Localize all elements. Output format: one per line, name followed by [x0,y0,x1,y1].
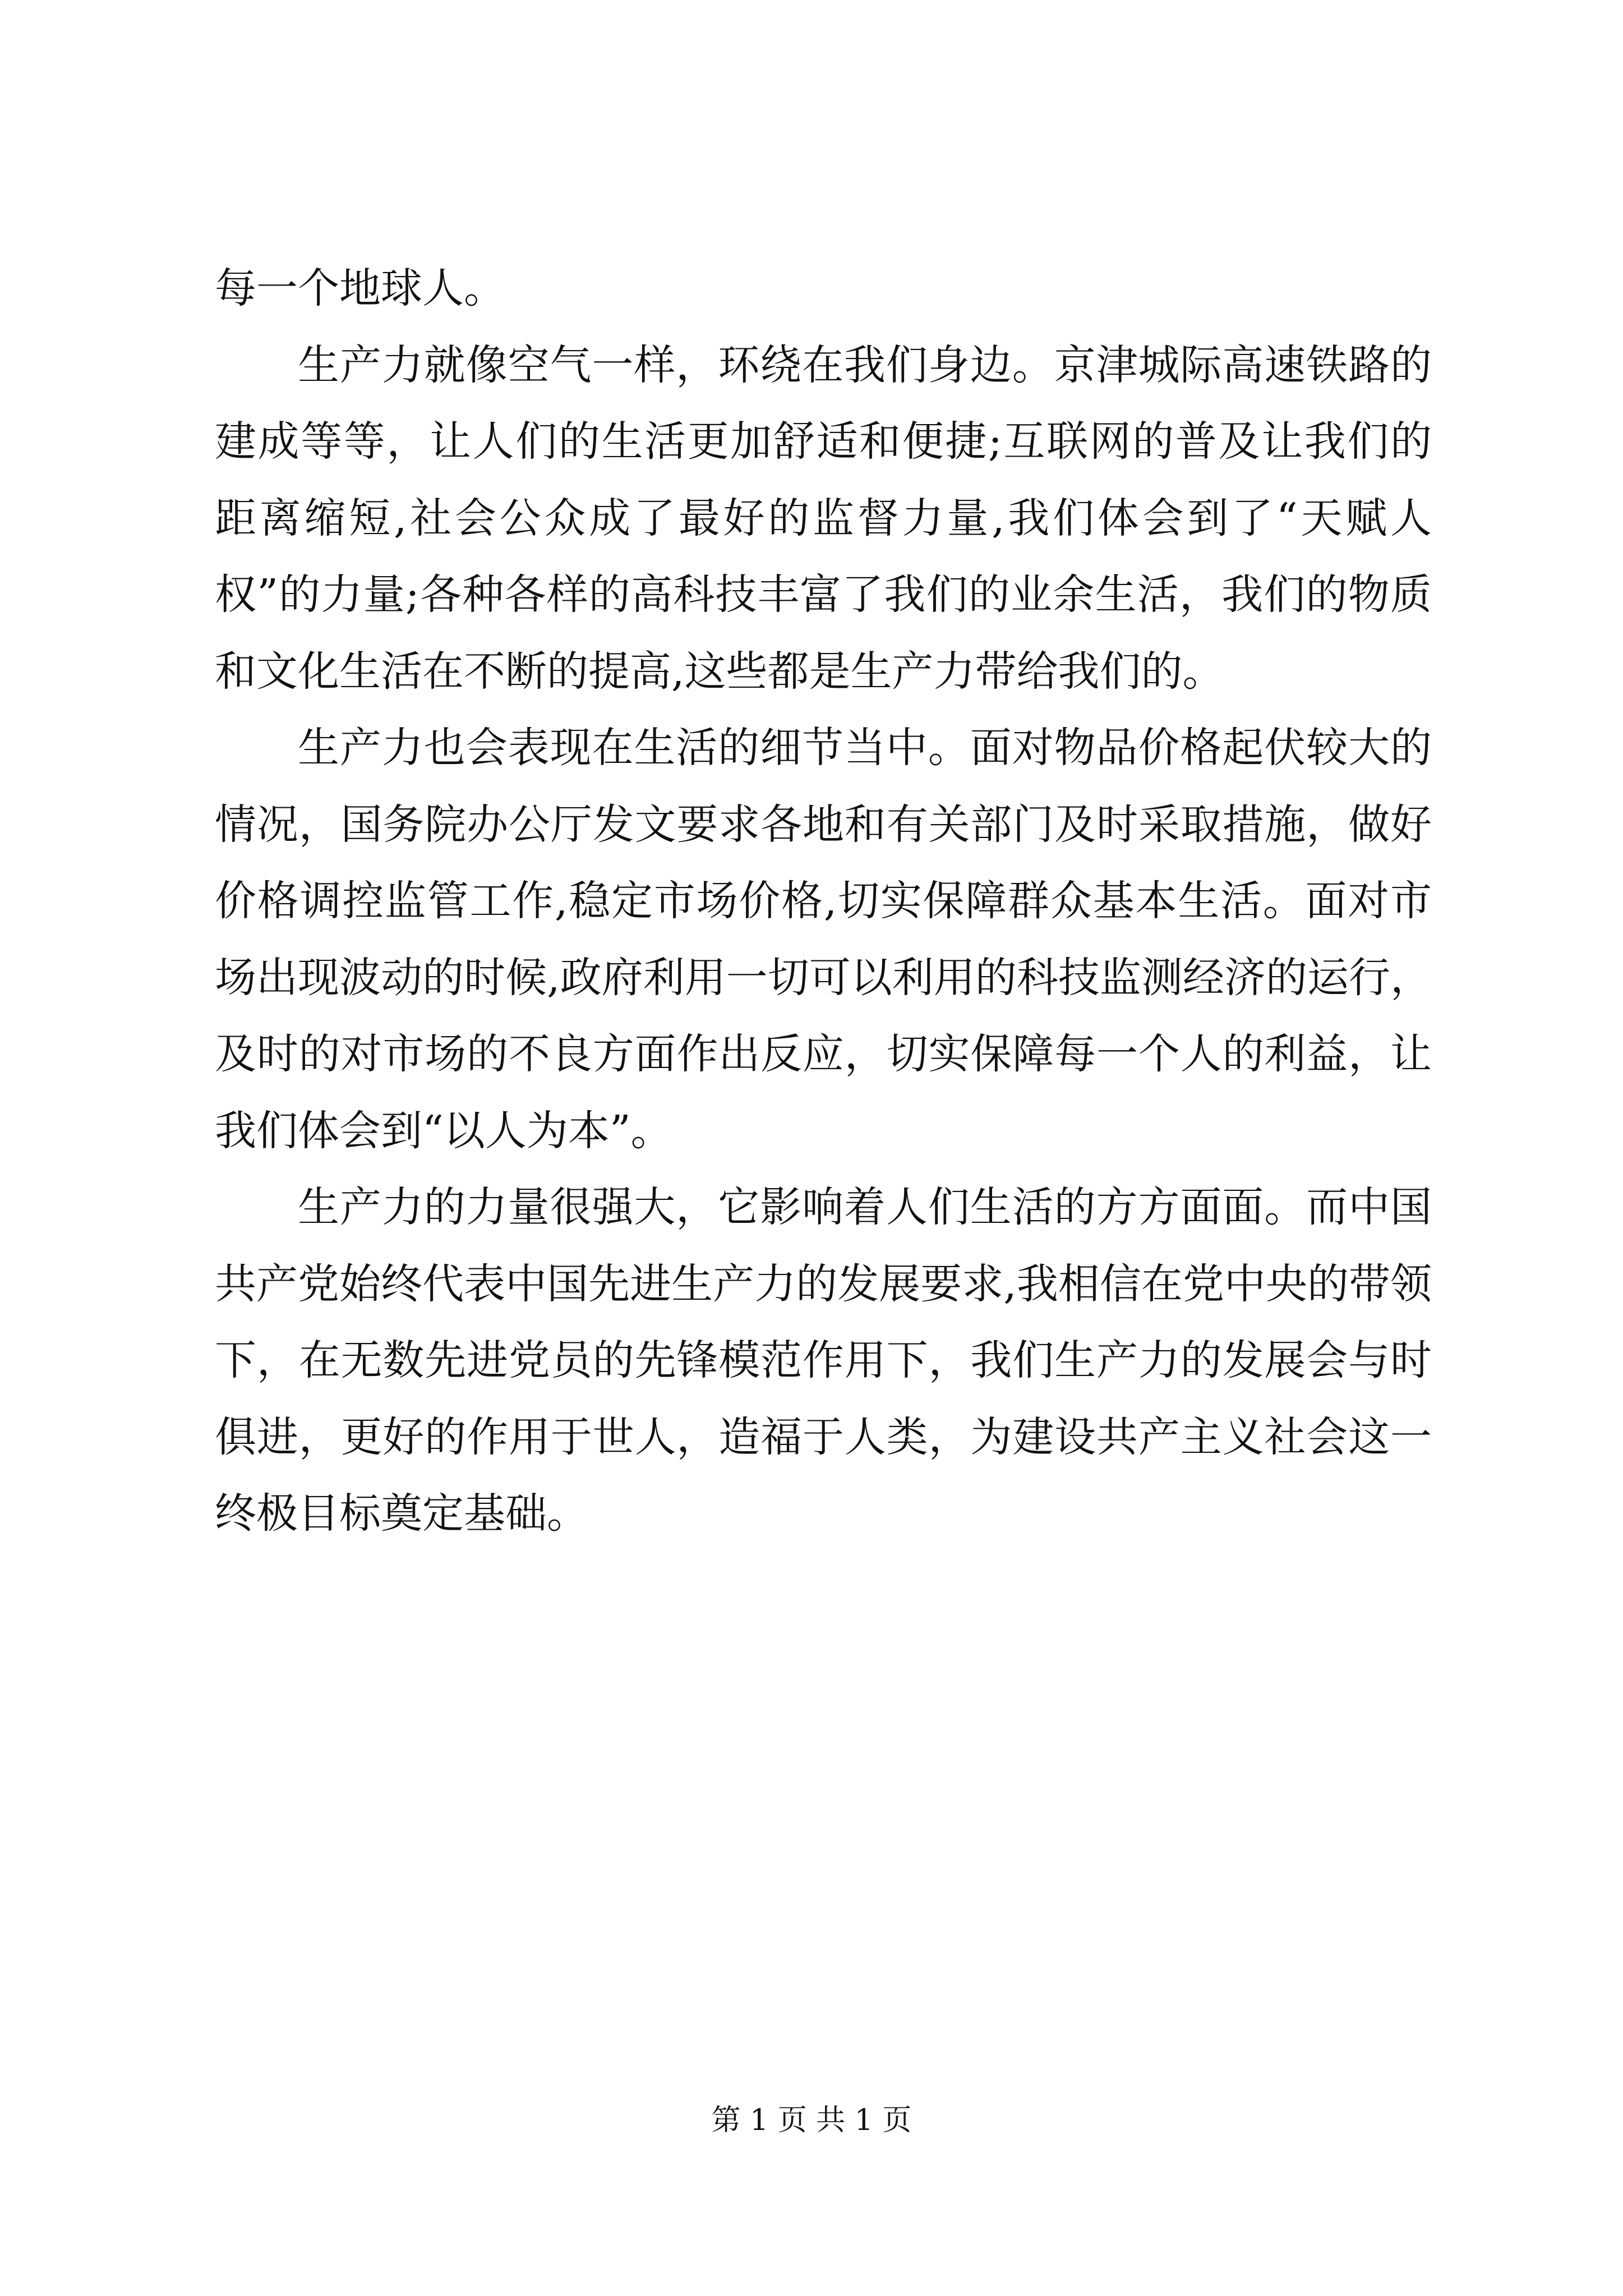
paragraph: 生产力也会表现在生活的细节当中。面对物品价格起伏较大的情况，国务院办公厅发文要求各地和有关部门及时采取措施，做好价格调控监管工作,稳定市场价格,切实保障群众基本生活。面对市场出现波动的时候,政府利用一切可以利用的科技监测经济的运行，及时的对市场的不良方面作出反应，切实保障每一个人的利益，让我们体会到“以人为本”。 [215,724,1432,1155]
page-footer: 第 1 页 共 1 页 [711,2104,912,2137]
paragraph: 生产力的力量很强大，它影响着人们生活的方方面面。而中国共产党始终代表中国先进生产力的发展要求,我相信在党中央的带领下，在无数先进党员的先锋模范作用下，我们生产力的发展会与时俱进，更好的作用于世人，造福于人类，为建设共产主义社会这一终极目标奠定基础。 [215,1183,1432,1538]
document-body [215,250,1432,1552]
paragraph: 生产力就像空气一样，环绕在我们身边。京津城际高速铁路的建成等等，让人们的生活更加舒适和便捷;互联网的普及让我们的距离缩短,社会公众成了最好的监督力量,我们体会到了“天赋人权”的力量;各种各样的高科技丰富了我们的业余生活，我们的物质和文化生活在不断的提高,这些都是生产力带给我们的。 [215,341,1432,696]
paragraph-continuation: 每一个地球人。 [215,264,505,312]
